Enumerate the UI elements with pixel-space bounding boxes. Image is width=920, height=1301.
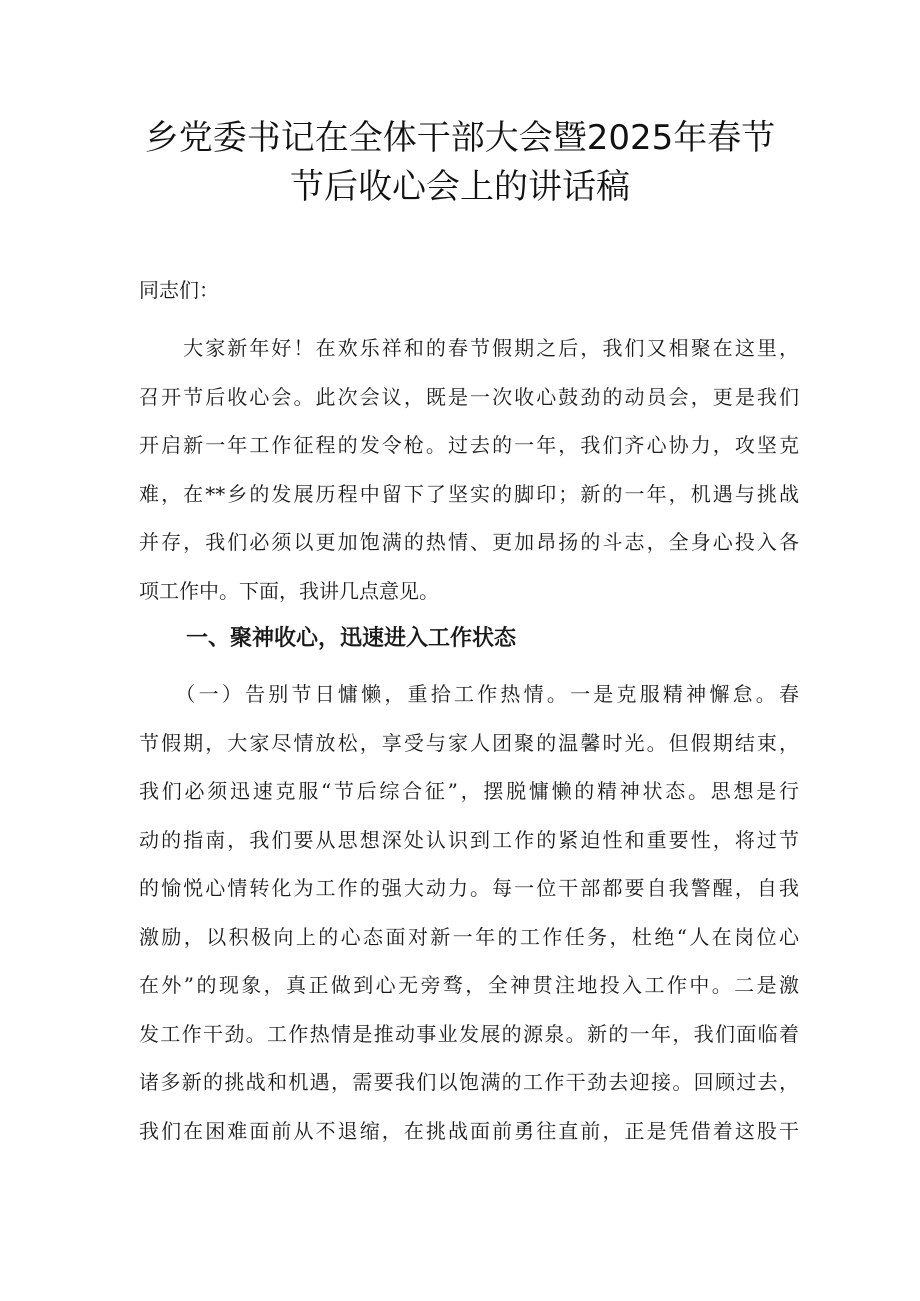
paragraph-line: 在外”的现象，真正做到心无旁骛，全神贯注地投入工作中。二是激	[139, 973, 799, 997]
paragraph-line: 大家新年好！在欢乐祥和的春节假期之后，我们又相聚在这里，	[139, 336, 799, 360]
paragraph-line: 召开节后收心会。此次会议，既是一次收心鼓劲的动员会，更是我们	[139, 384, 799, 409]
document-title-line-2: 节后收心会上的讲话稿	[290, 167, 630, 207]
paragraph-line: 难，在**乡的发展历程中留下了坚实的脚印；新的一年，机遇与挑战	[139, 481, 799, 506]
paragraph-line: （一）告别节日慵懒，重拾工作热情。一是克服精神懈怠。春	[139, 682, 799, 706]
paragraph-line: 激励，以积极向上的心态面对新一年的工作任务，杜绝“人在岗位心	[139, 924, 799, 949]
paragraph-section-1-1	[139, 670, 799, 1155]
paragraph-line: 节假期，大家尽情放松，享受与家人团聚的温馨时光。但假期结束，	[139, 730, 799, 755]
paragraph-line: 项工作中。下面，我讲几点意见。	[139, 578, 439, 603]
paragraph-line: 的愉悦心情转化为工作的强大动力。每一位干部都要自我警醒，自我	[139, 876, 799, 900]
document-title-line-1: 乡党委书记在全体干部大会暨2025年春节	[144, 118, 776, 158]
paragraph-line: 开启新一年工作征程的发令枪。过去的一年，我们齐心协力，攻坚克	[139, 433, 799, 457]
paragraph-line: 动的指南，我们要从思想深处认识到工作的紧迫性和重要性，将过节	[139, 827, 799, 852]
paragraph-opening	[139, 324, 799, 615]
paragraph-line: 我们在困难面前从不退缩，在挑战面前勇往直前，正是凭借着这股干	[139, 1118, 799, 1143]
paragraph-line: 我们必须迅速克服“节后综合征”，摆脱慵懒的精神状态。思想是行	[139, 779, 799, 803]
paragraph-line: 并存，我们必须以更加饱满的热情、更加昂扬的斗志，全身心投入各	[139, 530, 799, 554]
salutation: 同志们：	[139, 278, 219, 302]
paragraph-line: 诸多新的挑战和机遇，需要我们以饱满的工作干劲去迎接。回顾过去，	[139, 1070, 799, 1094]
section-heading-1: 一、聚神收心，迅速进入工作状态	[186, 625, 517, 651]
paragraph-line: 发工作干劲。工作热情是推动事业发展的源泉。新的一年，我们面临着	[139, 1021, 799, 1046]
